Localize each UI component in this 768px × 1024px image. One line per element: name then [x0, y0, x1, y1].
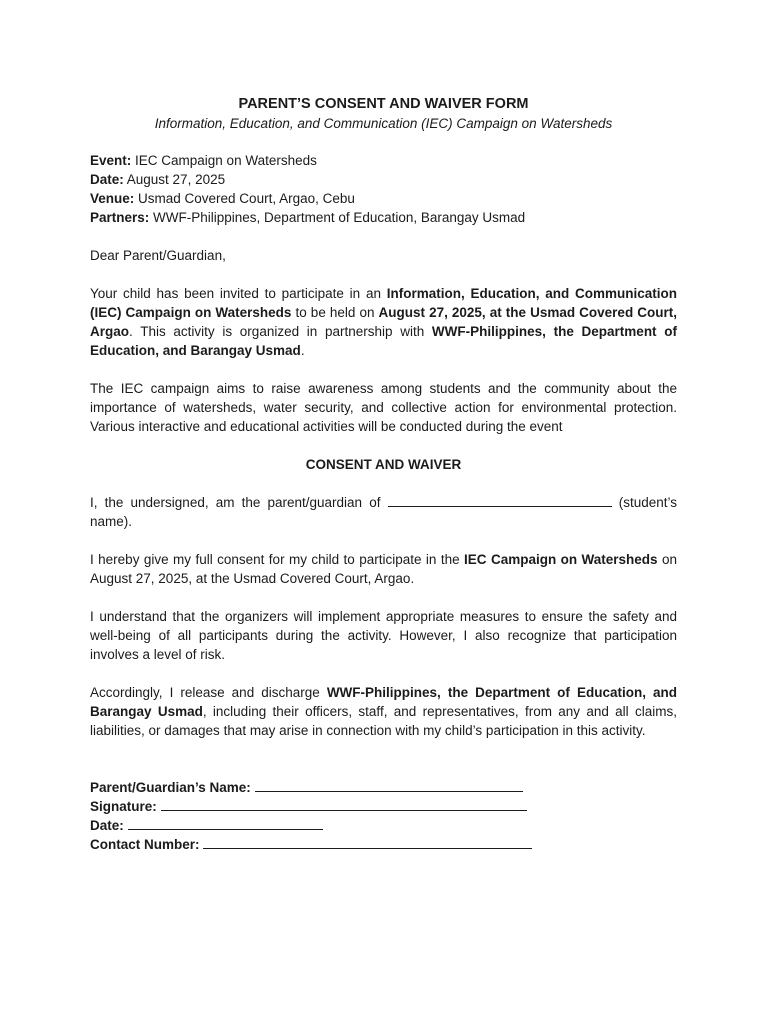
intro-bold-campaign: Information, Education, and Communication (IEC) Campaign on Watersheds: [90, 286, 677, 320]
detail-label: Date:: [90, 172, 124, 187]
aims-paragraph: The IEC campaign aims to raise awareness among students and the community about the importance of watersheds, water security, and collective action for environmental protection. Various interactive and educational activities will be conducted during the event: [90, 381, 677, 434]
detail-value: August 27, 2025: [123, 172, 226, 187]
signature-blank[interactable]: [161, 797, 527, 811]
undersigned-text: I, the undersigned, am the parent/guardian of: [90, 495, 388, 510]
date-detail-row: [90, 170, 677, 189]
signature-label: Signature:: [90, 799, 161, 814]
consent-text: on August 27, 2025, at the Usmad Covered Court, Argao.: [90, 552, 677, 586]
contact-number-label: Contact Number:: [90, 837, 204, 852]
intro-text: Your child has been invited to participate in an: [90, 286, 387, 301]
detail-value: Usmad Covered Court, Argao, Cebu: [134, 191, 355, 206]
consent-heading: CONSENT AND WAIVER: [305, 457, 462, 472]
partners-detail-row: [90, 208, 677, 227]
intro-text: . This activity is organized in partnership with: [129, 324, 432, 339]
intro-text: .: [300, 343, 305, 358]
understand-paragraph: I understand that the organizers will implement appropriate measures to ensure the safety and well-being of all participants during the activity. However, I also recognize that participation involves a level of risk.: [90, 609, 677, 662]
event-details: [90, 151, 677, 227]
intro-text: to be held on: [291, 305, 379, 320]
greeting: Dear Parent/Guardian,: [90, 248, 226, 263]
consent-bold-campaign: IEC Campaign on Watersheds: [464, 552, 658, 567]
undersigned-text: (student’s name).: [90, 495, 677, 529]
detail-value: IEC Campaign on Watersheds: [131, 153, 317, 168]
event-detail-row: [90, 151, 677, 170]
page-subtitle: Information, Education, and Communication (IEC) Campaign on Watersheds: [154, 116, 613, 131]
intro-paragraph: [90, 284, 677, 360]
guardian-name-label: Parent/Guardian’s Name:: [90, 780, 255, 795]
detail-label: Venue:: [90, 191, 135, 206]
contact-number-row: [90, 835, 677, 854]
detail-label: Event:: [90, 153, 132, 168]
release-paragraph: [90, 683, 677, 740]
contact-number-blank[interactable]: [203, 835, 532, 849]
detail-label: Partners:: [90, 210, 150, 225]
intro-bold-partners: WWF-Philippines, the Department of Education, and Barangay Usmad: [90, 324, 677, 358]
consent-form-page: [90, 94, 677, 854]
release-text: , including their officers, staff, and representatives, from any and all claims, liabilities, or damages that may arise in connection with my child’s participation in this activity.: [90, 704, 678, 738]
detail-value: WWF-Philippines, Department of Education, Barangay Usmad: [149, 210, 526, 225]
page-title: PARENT’S CONSENT AND WAIVER FORM: [238, 96, 529, 112]
venue-detail-row: [90, 189, 677, 208]
consent-paragraph: [90, 550, 677, 588]
release-text: Accordingly, I release and discharge: [90, 685, 327, 700]
guardian-name-row: [90, 778, 677, 797]
signature-row: [90, 797, 677, 816]
intro-bold-date-venue: August 27, 2025, at the Usmad Covered Court, Argao: [90, 305, 677, 339]
release-bold-partners: WWF-Philippines, the Department of Education, and Barangay Usmad: [90, 685, 677, 719]
student-name-blank[interactable]: [388, 493, 612, 507]
consent-text: I hereby give my full consent for my child to participate in the: [90, 552, 465, 567]
date-row: [90, 816, 677, 835]
guardian-name-blank[interactable]: [255, 778, 523, 792]
date-blank[interactable]: [128, 816, 323, 830]
undersigned-paragraph: [90, 493, 677, 531]
signature-block: [90, 778, 677, 854]
date-label: Date:: [90, 818, 128, 833]
